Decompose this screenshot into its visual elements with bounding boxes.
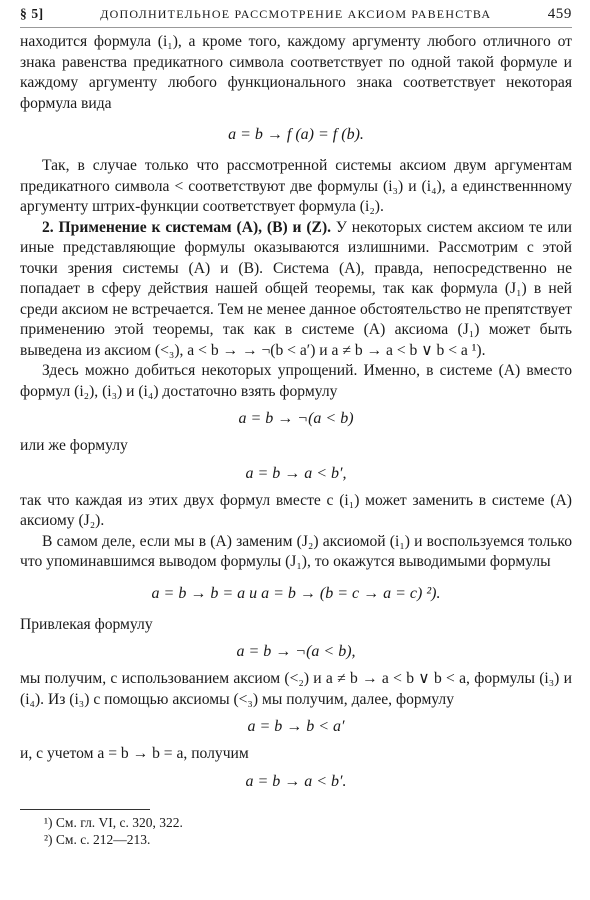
display-formula: a = b → ¬(a < b) (238, 410, 354, 427)
section-marker: § 5] (20, 6, 44, 21)
display-formula: a = b → a < b′. (245, 772, 347, 790)
paragraph: так что каждая из этих двух формул вместе с (i₁) может заменить в системе (A) аксиому (J₂). (20, 491, 572, 529)
footnote: ²) См. с. 212—213. (44, 831, 151, 847)
paragraph: В самом деле, если мы в (A) заменим (J₂) аксиомой (i₁) и воспользуемся только что упоминавшимся выводом формулы (J₁), то окажутся выводимыми формулы (20, 532, 572, 570)
paragraph: Привлекая формулу (20, 615, 153, 633)
running-header (20, 6, 572, 28)
display-formula: a = b → b < a′ (247, 718, 345, 735)
paragraph (20, 218, 572, 362)
footnotes (20, 809, 572, 848)
paragraph: и, с учетом a = b → b = a, получим (20, 745, 249, 762)
paragraph-text: У некоторых систем аксиом те или иные представляющие формулы оказываются излишними. Рассмотрим с этой точки зрения системы (A) и (B). Система (A), правда, непосредственно не попадает в сферу действия нашей общей теоремы, так как формула (J₁) в ней среди аксиом не встречается. Тем не менее данное обстоятельство не препятствует применению этой теоремы, так как в системе (A) аксиома (J₁) может быть выведена из аксиом (<₃), a < b → → ¬(b < a′) и a ≠ b → a < b ∨ b < a ¹). (20, 218, 572, 359)
display-formula: a = b → f (a) = f (b). (228, 126, 364, 143)
display-formula: a = b → a < b′, (245, 464, 347, 482)
main-text (20, 32, 572, 793)
paragraph: Так, в случае только что рассмотренной системы аксиом двум аргументам предикатного символа < соответствуют две формулы (i₃) и (i₄), а единственнному аргументу штрих-функции соответствует формула (i₂). (20, 157, 572, 215)
paragraph: находится формула (i₁), а кроме того, каждому аргументу любого отличного от знака равенства предикатного символа соответствует по одной такой формуле и каждому аргументу любого функционального знака соответствует некоторая формула вида (20, 33, 572, 112)
paragraph: или же формулу (20, 437, 128, 454)
footnote: ¹) См. гл. VI, с. 320, 322. (44, 814, 183, 830)
running-title: ДОПОЛНИТЕЛЬНОЕ РАССМОТРЕНИЕ АКСИОМ РАВЕНСТВА (100, 7, 492, 21)
display-formula: a = b → b = a и a = b → (b = c → a = c) ²). (151, 584, 441, 602)
paragraph: мы получим, с использованием аксиом (<₂) и a ≠ b → a < b ∨ b < a, формулы (i₃) и (i₄). Из (i₃) с помощью аксиомы (<₃) мы получим, далее, формулу (20, 670, 572, 708)
paragraph: Здесь можно добиться некоторых упрощений. Именно, в системе (A) вместо формул (i₂), (i₃) и (i₄) достаточно взять формулу (20, 362, 572, 400)
display-formula: a = b → ¬(a < b), (236, 643, 356, 660)
page-number: 459 (547, 6, 572, 22)
footnote-rule (20, 809, 150, 810)
subsection-heading: 2. Применение к системам (A), (B) и (Z). (42, 218, 332, 236)
